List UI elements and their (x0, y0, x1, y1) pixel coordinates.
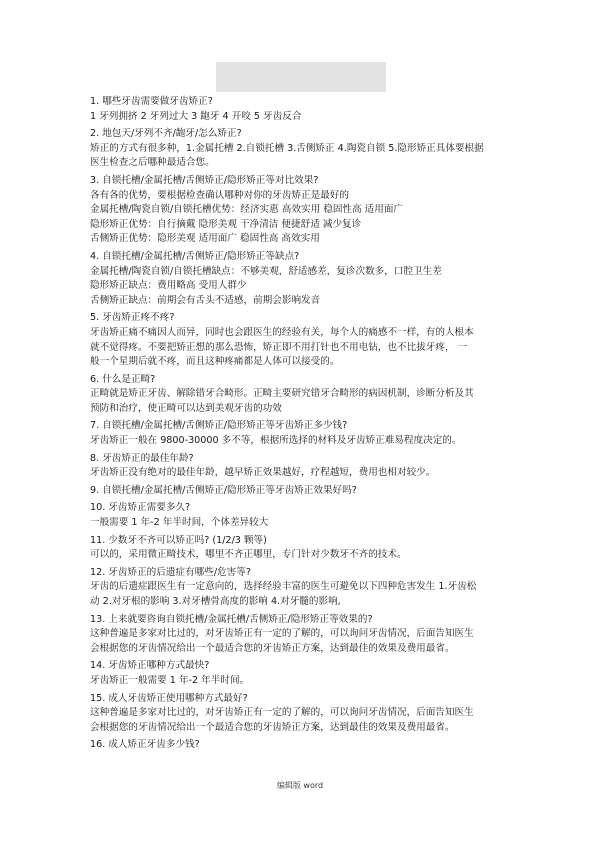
answer-line: 舌侧矫正优势：隐形美观 适用面广 稳固性高 高效实用 (90, 233, 320, 245)
question-line: 10. 牙齿矫正需要多久? (90, 502, 191, 514)
question-line: 16. 成人矫正牙齿多少钱? (90, 739, 200, 751)
document-body (90, 95, 510, 753)
answer-line: 可以的，采用微正畸技术，哪里不齐正哪里，专门针对少数牙不齐的技术。 (90, 549, 407, 561)
question-line: 8. 牙齿矫正的最佳年龄? (90, 452, 194, 464)
answer-line: 会根据您的牙齿情况给出一个最适合您的牙齿矫正方案，达到最佳的效果及费用最省。 (90, 721, 455, 733)
answer-line: 矫正的方式有很多种，1.金属托槽 2.自锁托槽 3.舌侧矫正 4.陶瓷自锁 5.隐形矫正具体要根据 (90, 142, 484, 154)
question-line: 7. 自锁托槽/金属托槽/舌侧矫正/隐形矫正等牙齿矫正多少钱? (90, 420, 348, 432)
question-line: 11. 少数牙不齐可以矫正吗? (1/2/3 颗等) (90, 534, 267, 546)
answer-line: 金属托槽/陶瓷自锁/自锁托槽优势：经济实惠 高效实用 稳固性高 适用面广 (90, 204, 404, 216)
answer-line: 金属托槽/陶瓷自锁/自锁托槽缺点：不够美观，舒适感差，复诊次数多，口腔卫生差 (90, 265, 442, 277)
answer-line: 牙齿矫正没有绝对的最佳年龄，越早矫正效果越好，疗程越短，费用也相对较少。 (90, 467, 436, 479)
answer-line: 各有各的优势，要根据检查确认哪种对你的牙齿矫正是最好的 (90, 189, 350, 201)
answer-line: 牙齿矫正一般在 9800-30000 多不等，根据所选择的材料及牙齿矫正难易程度决定的。 (90, 435, 462, 447)
question-line: 4. 自锁托槽/金属托槽/舌侧矫正/隐形矫正等缺点? (90, 250, 300, 262)
answer-line: 1 牙列拥挤 2 牙列过大 3 龅牙 4 开咬 5 牙齿反合 (90, 110, 302, 122)
answer-line: 般一个星期后就不疼，而且这种疼痛都是人体可以接受的。 (90, 356, 340, 368)
answer-line: 这种普遍是多家对比过的，对牙齿矫正有一定的了解的，可以询问牙齿情况，后面告知医生 (90, 707, 474, 719)
question-line: 1. 哪些牙齿需要做牙齿矫正? (90, 96, 213, 107)
question-line: 3. 自锁托槽/金属托槽/舌侧矫正/隐形矫正等对比效果? (90, 174, 319, 186)
header-image-placeholder (216, 62, 386, 92)
answer-line: 这种普遍是多家对比过的，对牙齿矫正有一定的了解的，可以询问牙齿情况，后面告知医生 (90, 628, 474, 640)
question-line: 15. 成人牙齿矫正使用哪种方式最好? (90, 692, 248, 704)
question-line: 2. 地包天/牙列不齐/龅牙/怎么矫正? (90, 128, 242, 140)
answer-line: 隐形矫正优势：自行摘戴 隐形美观 干净清洁 便捷舒适 减少复诊 (90, 218, 362, 230)
page-footer: 编辑版 word (276, 781, 324, 790)
answer-line: 牙齿的后遗症跟医生有一定意向的，选择经验丰富的医生可避免以下四种危害发生 1.牙齿松 (90, 581, 477, 593)
answer-line: 就不觉得疼。不要把矫正想的那么恐怖，矫正即不用打针也不用电钻，也不比拔牙疼， 一 (90, 341, 468, 353)
question-line: 6. 什么是正畸? (90, 373, 156, 385)
answer-line: 动 2.对牙根的影响 3.对牙槽骨高度的影响 4.对牙髓的影响, (90, 596, 341, 607)
question-line: 5. 牙齿矫正疼不疼? (90, 312, 175, 324)
answer-line: 正畸就是矫正牙齿、解除错牙合畸形。正畸主要研究错牙合畸形的病因机制，诊断分析及其 (90, 388, 474, 400)
answer-line: 隐形矫正缺点：费用略高 受用人群少 (90, 280, 247, 292)
question-line: 14. 牙齿矫正哪种方式最快? (90, 660, 210, 672)
question-line: 13. 上来就要咨询自锁托槽/金属托槽/舌侧矫正/隐形矫正等效果的? (90, 613, 373, 625)
question-line: 9. 自锁托槽/金属托槽/舌侧矫正/隐形矫正等牙齿矫正效果好吗? (90, 484, 357, 496)
answer-line: 医生检查之后哪种最适合您。 (90, 157, 215, 169)
answer-line: 牙齿矫正一般需要 1 年-2 年半时间。 (90, 674, 250, 686)
answer-line: 一般需要 1 年-2 年半时间，个体差异较大 (90, 517, 269, 529)
answer-line: 会根据您的牙齿情况给出一个最适合您的牙齿矫正方案，达到最佳的效果及费用最省。 (90, 642, 455, 654)
question-line: 12. 牙齿矫正的后遗症有哪些/危害等? (90, 566, 251, 578)
answer-line: 牙齿矫正痛不痛因人而异，同时也会跟医生的经验有关，每个人的痛感不一样，有的人根本 (90, 326, 474, 338)
answer-line: 预防和治疗，使正畸可以达到美观牙齿的功效 (90, 402, 282, 414)
answer-line: 舌侧矫正缺点：前期会有舌头不适感，前期会影响发音 (90, 294, 321, 306)
